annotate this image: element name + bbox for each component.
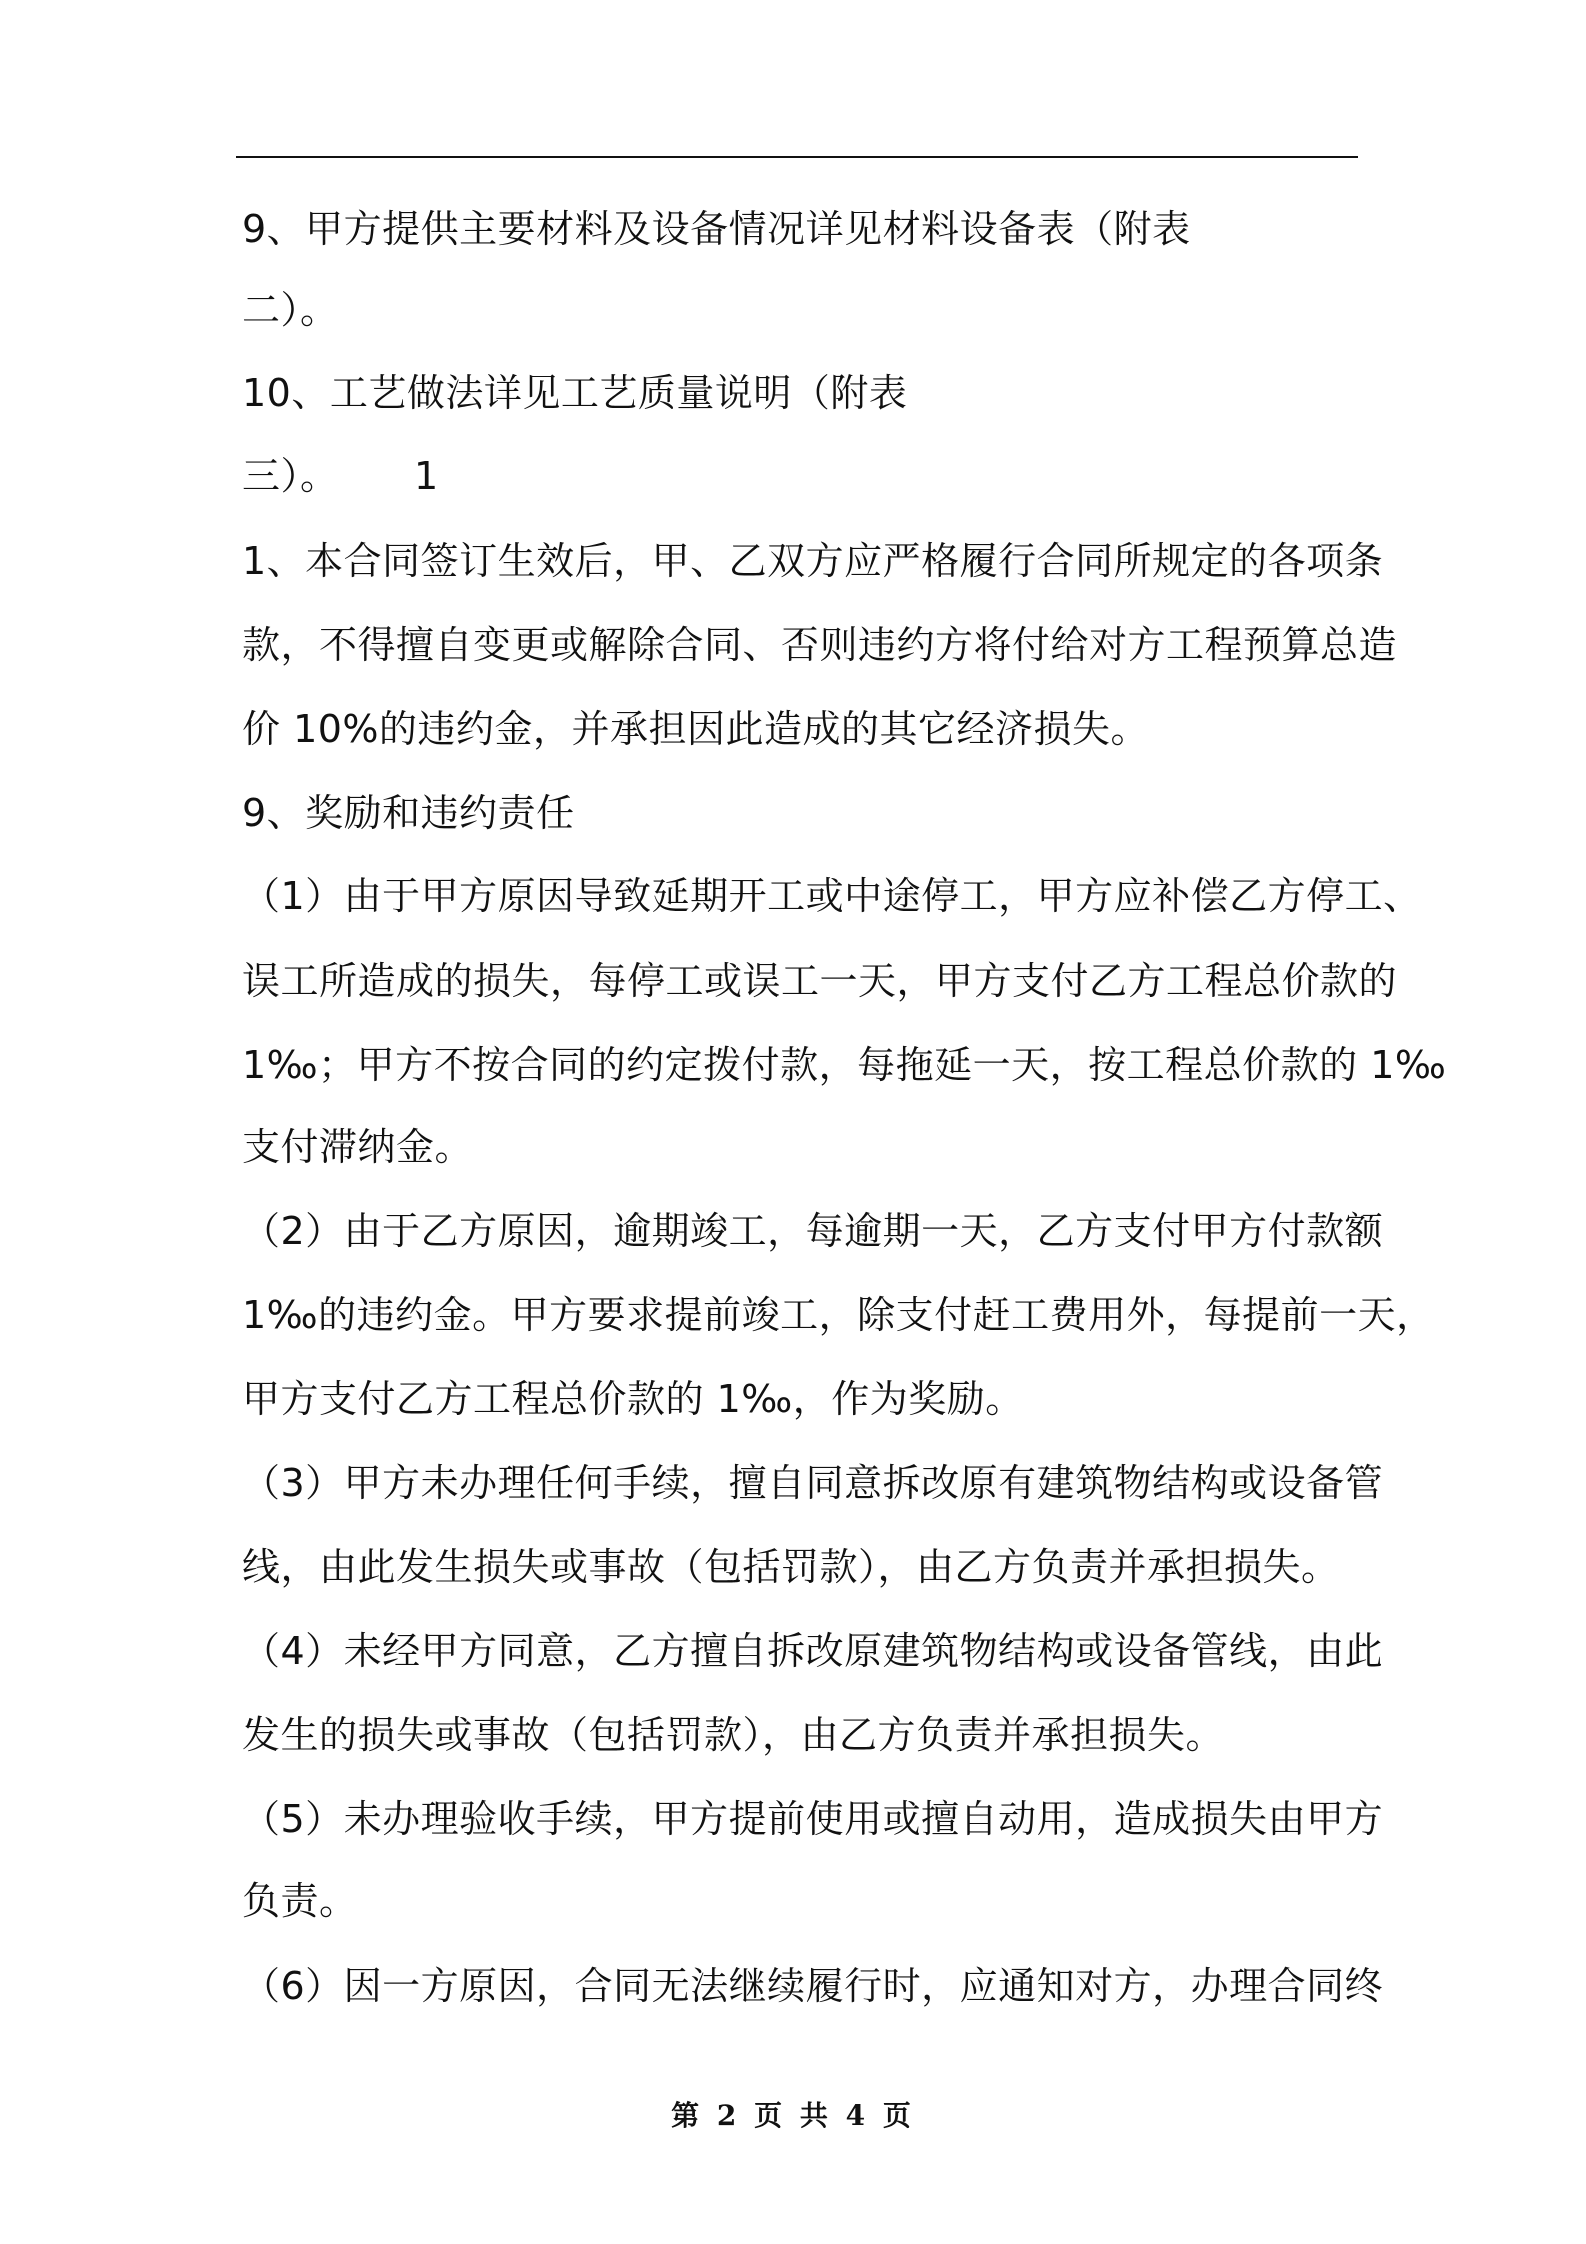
header-divider [236,156,1358,158]
text-line: 10、工艺做法详见工艺质量说明（附表 [242,371,908,415]
text-line: （5）未办理验收手续，甲方提前使用或擅自动用，造成损失由甲方 [242,1797,1384,1841]
text-line: 款，不得擅自变更或解除合同、否则违约方将付给对方工程预算总造 [242,623,1398,667]
text-line: 三）。 1 [242,454,439,498]
text-line: 二）。 [242,288,339,332]
text-line: 1‰的违约金。甲方要求提前竣工，除支付赶工费用外，每提前一天， [242,1293,1435,1337]
text-line: 1、本合同签订生效后，甲、乙双方应严格履行合同所规定的各项条 [242,539,1384,583]
text-line: 9、甲方提供主要材料及设备情况详见材料设备表（附表 [242,207,1191,251]
text-line: 支付滞纳金。 [242,1125,474,1169]
text-line: （6）因一方原因，合同无法继续履行时，应通知对方，办理合同终 [242,1964,1384,2008]
page-number-footer: 第 2 页 共 4 页 [671,2099,915,2132]
text-line: （1）由于甲方原因导致延期开工或中途停工，甲方应补偿乙方停工、 [242,874,1422,918]
text-line: （4）未经甲方同意，乙方擅自拆改原建筑物结构或设备管线，由此 [242,1629,1384,1673]
text-line: （3）甲方未办理任何手续，擅自同意拆改原有建筑物结构或设备管 [242,1461,1384,1505]
text-line: 价 10%的违约金，并承担因此造成的其它经济损失。 [242,707,1150,751]
text-line: 9、奖励和违约责任 [242,791,575,835]
text-line: （2）由于乙方原因，逾期竣工，每逾期一天，乙方支付甲方付款额 [242,1209,1384,1253]
text-line: 误工所造成的损失，每停工或误工一天，甲方支付乙方工程总价款的 [242,959,1398,1003]
text-line: 1‰；甲方不按合同的约定拨付款，每拖延一天，按工程总价款的 1‰ [242,1043,1447,1087]
text-line: 甲方支付乙方工程总价款的 1‰，作为奖励。 [242,1377,1024,1421]
text-line: 负责。 [242,1879,358,1923]
text-line: 发生的损失或事故（包括罚款），由乙方负责并承担损失。 [242,1713,1225,1757]
text-line: 线，由此发生损失或事故（包括罚款），由乙方负责并承担损失。 [242,1545,1340,1589]
